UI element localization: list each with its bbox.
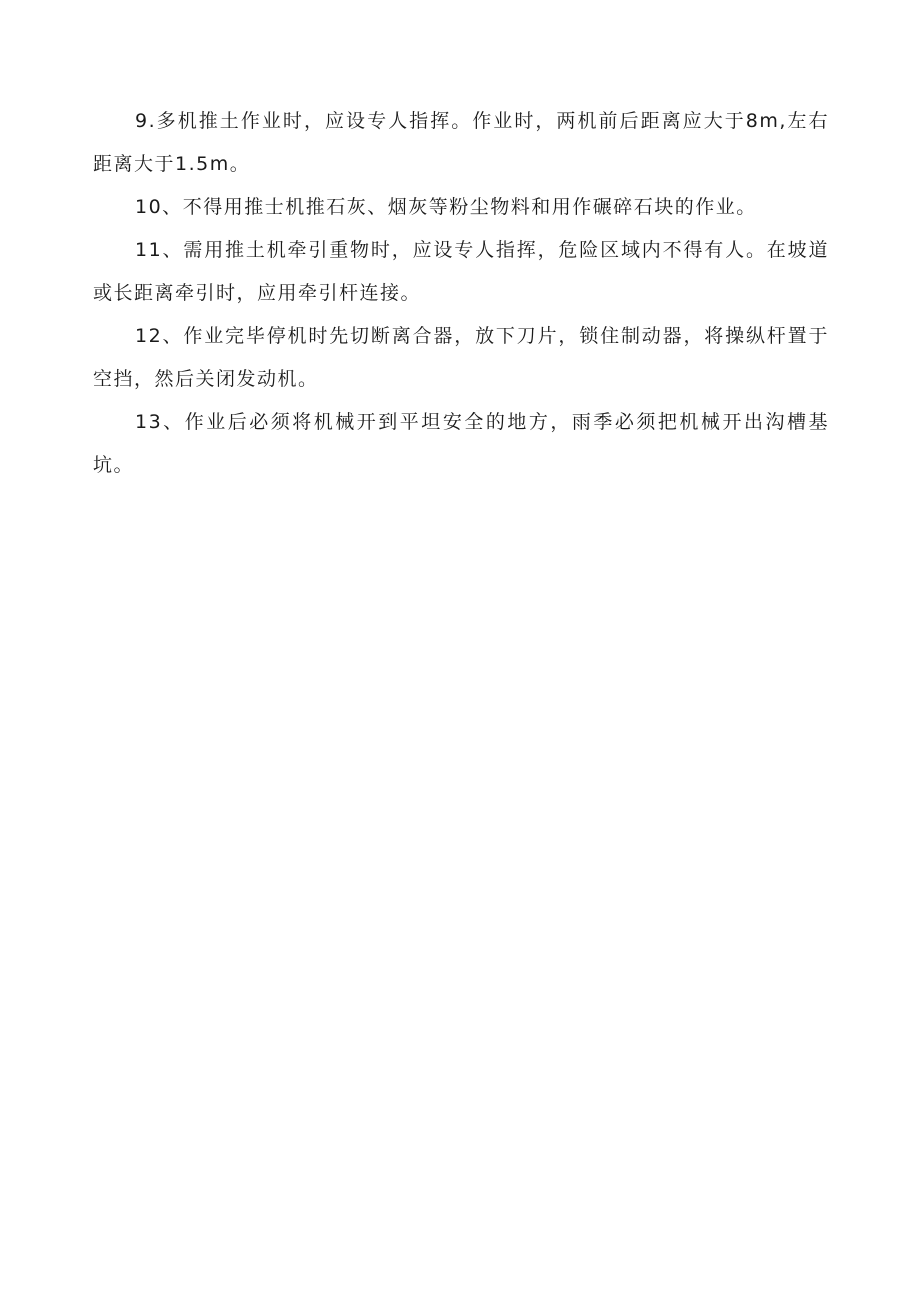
paragraph-number: 9. (135, 110, 157, 132)
paragraph-text: 需用推土机牵引重物时，应设专人指挥，危险区域内不得有人。在坡道或长距离牵引时，应用牵引杆连接。 (93, 239, 829, 304)
paragraph-text: 不得用推士机推石灰、烟灰等粉尘物料和用作碾碎石块的作业。 (182, 196, 757, 218)
paragraph-10 (93, 186, 829, 229)
paragraph-number: 12、 (135, 325, 184, 347)
paragraph-number: 13、 (135, 411, 185, 433)
paragraph-number: 11、 (135, 239, 184, 261)
paragraph-text: 作业完毕停机时先切断离合器，放下刀片，锁住制动器，将操纵杆置于空挡，然后关闭发动机。 (93, 325, 829, 390)
paragraph-9 (93, 100, 829, 186)
paragraph-13 (93, 401, 829, 487)
paragraph-text: 作业后必须将机械开到平坦安全的地方，雨季必须把机械开出沟槽基坑。 (93, 411, 829, 476)
paragraph-11 (93, 229, 829, 315)
document-body (93, 100, 829, 487)
paragraph-text: 多机推土作业时，应设专人指挥。作业时，两机前后距离应大于8m,左右距离大于1.5m。 (93, 110, 829, 175)
paragraph-number: 10、 (135, 196, 183, 218)
paragraph-12 (93, 315, 829, 401)
